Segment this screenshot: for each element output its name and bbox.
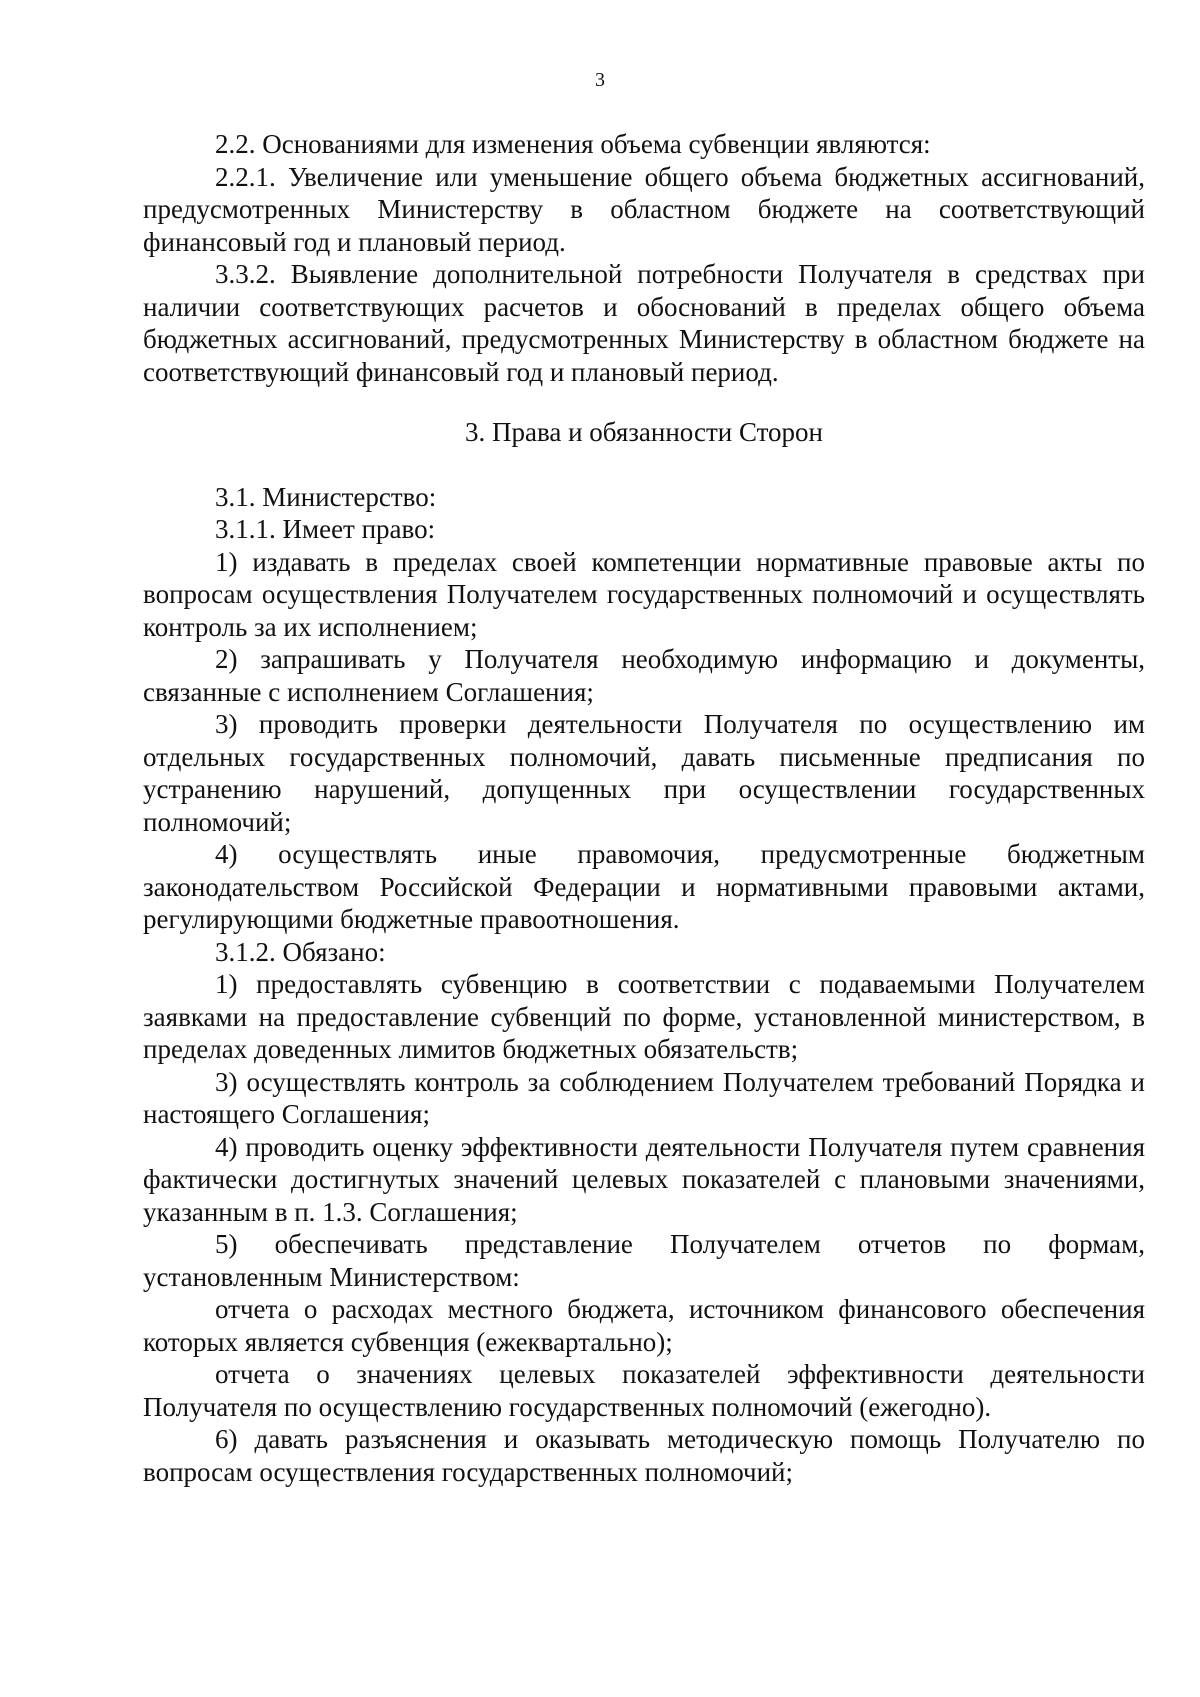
document-body	[143, 128, 1145, 1488]
paragraph-3-1-1: 3.1.1. Имеет право:	[215, 514, 436, 544]
page-number: 3	[595, 69, 605, 91]
list-item-duty-6: 6) давать разъяснения и оказывать методическую помощь Получателю по вопросам осуществления государственных полномочий;	[143, 1424, 1145, 1487]
paragraph-3-3-2: 3.3.2. Выявление дополнительной потребности Получателя в средствах при наличии соответствующих расчетов и обоснований в пределах общего объема бюджетных ассигнований, предусмотренных Министерству в областном бюджете на соответствующий финансовый год и плановый период.	[143, 259, 1145, 387]
section-heading: 3. Права и обязанности Сторон	[464, 417, 824, 447]
list-item-duty-5: 5) обеспечивать представление Получателем отчетов по формам, установленным Министерством:	[143, 1229, 1145, 1292]
report-item-expenses: отчета о расходах местного бюджета, источником финансового обеспечения которых является субвенция (ежеквартально);	[143, 1294, 1145, 1357]
paragraph-2-2: 2.2. Основаниями для изменения объема субвенции являются:	[215, 129, 931, 159]
paragraph-3-1-2: 3.1.2. Обязано:	[215, 936, 386, 967]
list-item-right-1: 1) издавать в пределах своей компетенции нормативные правовые акты по вопросам осуществления Получателем государственных полномочий и осуществлять контроль за их исполнением;	[143, 546, 1145, 642]
list-item-right-2: 2) запрашивать у Получателя необходимую информацию и документы, связанные с исполнением Соглашения;	[143, 644, 1145, 707]
paragraph-2-2-1: 2.2.1. Увеличение или уменьшение общего объема бюджетных ассигнований, предусмотренных Министерству в областном бюджете на соответствующий финансовый год и плановый период.	[143, 161, 1145, 257]
list-item-right-3: 3) проводить проверки деятельности Получателя по осуществлению им отдельных государственных полномочий, давать письменные предписания по устранению нарушений, допущенных при осуществлении государственных полномочий;	[143, 709, 1145, 837]
list-item-right-4: 4) осуществлять иные правомочия, предусмотренные бюджетным законодательством Российской Федерации и нормативными правовыми актами, регулирующими бюджетные правоотношения.	[143, 839, 1145, 934]
list-item-duty-4: 4) проводить оценку эффективности деятельности Получателя путем сравнения фактически достигнутых значений целевых показателей с плановыми значениями, указанным в п. 1.3. Соглашения;	[143, 1131, 1145, 1227]
list-item-duty-3: 3) осуществлять контроль за соблюдением Получателем требований Порядка и настоящего Соглашения;	[143, 1066, 1145, 1129]
list-item-duty-1: 1) предоставлять субвенцию в соответствии с подаваемыми Получателем заявками на предоставление субвенций по форме, установленной министерством, в пределах доведенных лимитов бюджетных обязательств;	[143, 969, 1145, 1064]
report-item-indicators: отчета о значениях целевых показателей эффективности деятельности Получателя по осуществлению государственных полномочий (ежегодно).	[143, 1359, 1145, 1422]
paragraph-3-1: 3.1. Министерство:	[215, 481, 437, 512]
